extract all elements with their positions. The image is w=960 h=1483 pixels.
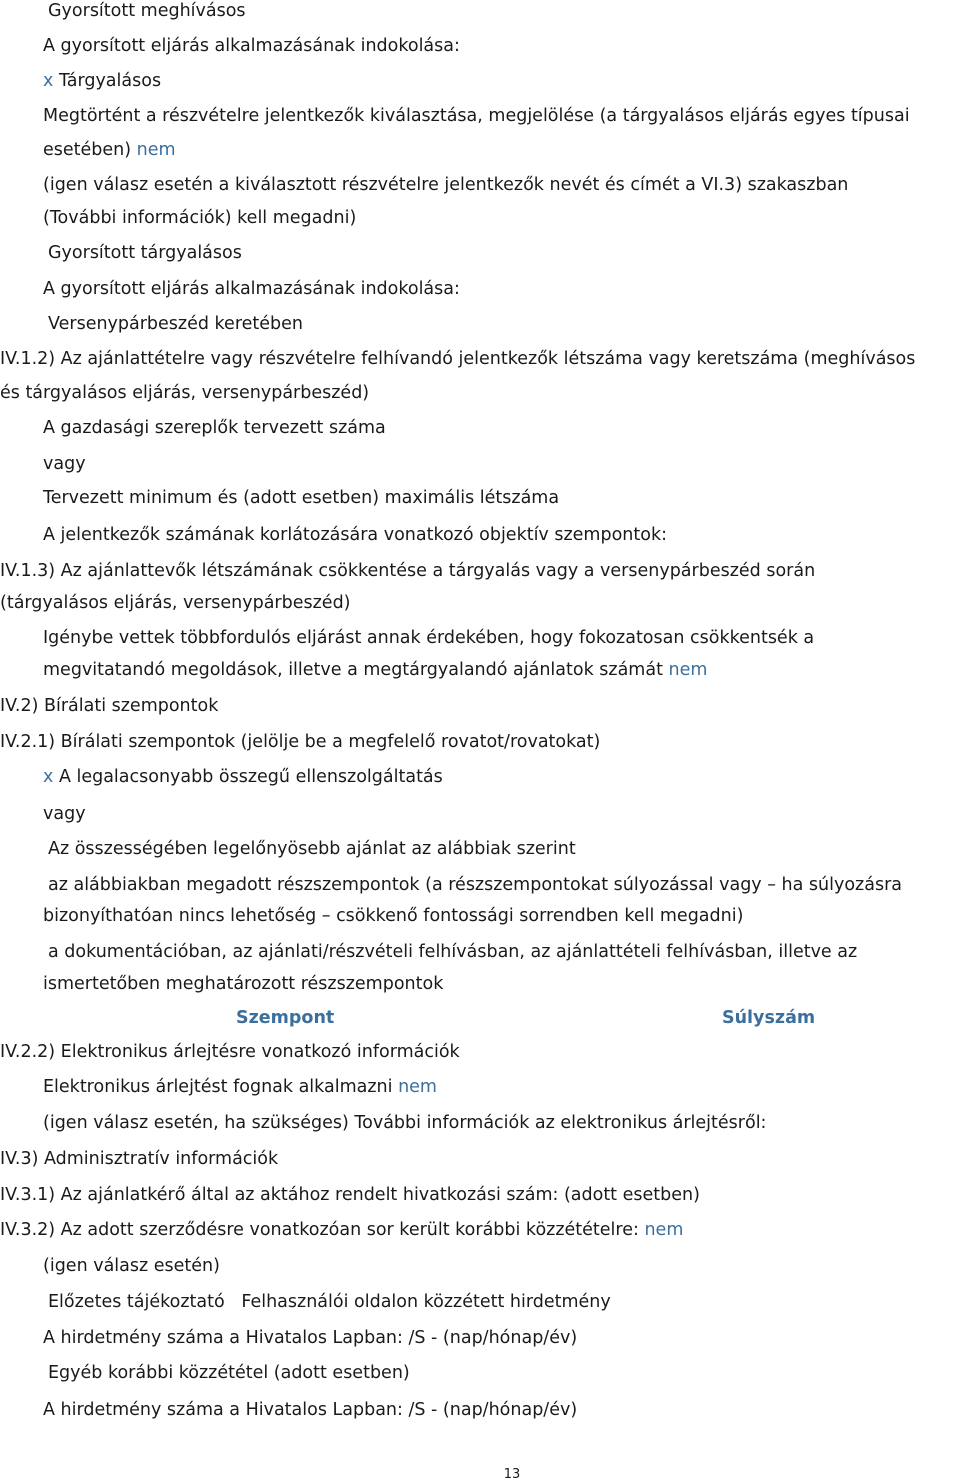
line-vagy-2: vagy <box>43 804 86 824</box>
line-versenyparbeszed: Versenypárbeszéd keretében <box>48 314 303 334</box>
line-egyeb-kozzetetel: Egyéb korábbi közzététel (adott esetben) <box>48 1363 410 1383</box>
section-iv-2-2: IV.2.2) Elektronikus árlejtésre vonatkozó információk <box>0 1042 460 1062</box>
line-igen-valasz-eseten: (igen válasz esetén) <box>43 1256 220 1276</box>
line-megvitatando: megvitatandó megoldások, illetve a megtárgyalandó ajánlatok számát nem <box>43 660 708 680</box>
line-osszessegeben: Az összességében legelőnyösebb ajánlat az alábbiak szerint <box>48 839 576 859</box>
line-igen-valasz: (igen válasz esetén a kiválasztott részvételre jelentkezők nevét és címét a VI.3) szakaszban <box>43 175 849 195</box>
line-gyorsitott-targyalasos: Gyorsított tárgyalásos <box>48 243 242 263</box>
line-indokolas-1: A gyorsított eljárás alkalmazásának indokolása: <box>43 36 460 56</box>
section-iv-1-3-cont: (tárgyalásos eljárás, versenypárbeszéd) <box>0 593 351 613</box>
section-iv-3-2: IV.3.2) Az adott szerződésre vonatkozóan sor került korábbi közzétételre: nem <box>0 1220 684 1240</box>
line-ismertetoben: ismertetőben meghatározott részszempontok <box>43 974 444 994</box>
line-gazdasagi-szereplok: A gazdasági szereplők tervezett száma <box>43 418 386 438</box>
section-iv-3: IV.3) Adminisztratív információk <box>0 1149 279 1169</box>
line-objektiv-szempontok: A jelentkezők számának korlátozására vonatkozó objektív szempontok: <box>43 525 667 545</box>
line-targyalasos: x Tárgyalásos <box>43 71 162 91</box>
line-hirdetmeny-szama-2: A hirdetmény száma a Hivatalos Lapban: /S - (nap/hónap/év) <box>43 1400 578 1420</box>
line-gyorsitott-meghivasos: Gyorsított meghívásos <box>48 1 246 21</box>
line-elektronikus-arlejtes: Elektronikus árlejtést fognak alkalmazni nem <box>43 1077 437 1097</box>
section-iv-1-2-cont: és tárgyalásos eljárás, versenypárbeszéd) <box>0 383 370 403</box>
section-iv-1-2: IV.1.2) Az ajánlattételre vagy részvételre felhívandó jelentkezők létszáma vagy keretszáma (meghívásos <box>0 349 916 369</box>
line-arlejtes-info: (igen válasz esetén, ha szükséges) További információk az elektronikus árlejtésről: <box>43 1113 767 1133</box>
line-legalacsonyabb: x A legalacsonyabb összegű ellenszolgáltatás <box>43 767 443 787</box>
line-kivalasztas: Megtörtént a részvételre jelentkezők kiválasztása, megjelölése (a tárgyalásos eljárás egyes típusai <box>43 106 910 126</box>
line-bizonyithatoan: bizonyíthatóan nincs lehetőség – csökkenő fontossági sorrendben kell megadni) <box>43 906 744 926</box>
line-dokumentacioban: a dokumentációban, az ajánlati/részvételi felhívásban, az ajánlattételi felhívásban, illetve az <box>48 942 858 962</box>
page-number: 13 <box>503 1467 521 1482</box>
answer-value: nem <box>644 1220 684 1240</box>
line-elozetes-tajekoztato: Előzetes tájékoztató Felhasználói oldalon közzétett hirdetmény <box>48 1292 611 1312</box>
line-tovabbi-info: (További információk) kell megadni) <box>43 208 357 228</box>
checkbox-mark: x <box>43 71 54 91</box>
line-eseteben: esetében) nem <box>43 140 176 160</box>
checkbox-mark: x <box>43 767 54 787</box>
column-header-sulyszam: Súlyszám <box>722 1008 816 1028</box>
line-tobbfordulos: Igénybe vettek többfordulós eljárást annak érdekében, hogy fokozatosan csökkentsék a <box>43 628 815 648</box>
section-iv-3-1: IV.3.1) Az ajánlatkérő által az aktához rendelt hivatkozási szám: (adott esetben) <box>0 1185 700 1205</box>
line-indokolas-2: A gyorsított eljárás alkalmazásának indokolása: <box>43 279 460 299</box>
answer-value: nem <box>398 1077 437 1097</box>
line-vagy-1: vagy <box>43 454 86 474</box>
column-header-szempont: Szempont <box>236 1008 335 1028</box>
answer-value: nem <box>136 140 176 160</box>
answer-value: nem <box>668 660 708 680</box>
section-iv-1-3: IV.1.3) Az ajánlattevők létszámának csökkentése a tárgyalás vagy a versenypárbeszéd során <box>0 561 816 581</box>
section-iv-2-1: IV.2.1) Bírálati szempontok (jelölje be a megfelelő rovatot/rovatokat) <box>0 732 601 752</box>
line-reszszempontok: az alábbiakban megadott részszempontok (a részszempontokat súlyozással vagy – ha súlyozásra <box>48 875 902 895</box>
section-iv-2: IV.2) Bírálati szempontok <box>0 696 219 716</box>
line-tervezett-minimum: Tervezett minimum és (adott esetben) maximális létszáma <box>43 488 560 508</box>
line-hirdetmeny-szama-1: A hirdetmény száma a Hivatalos Lapban: /S - (nap/hónap/év) <box>43 1328 578 1348</box>
